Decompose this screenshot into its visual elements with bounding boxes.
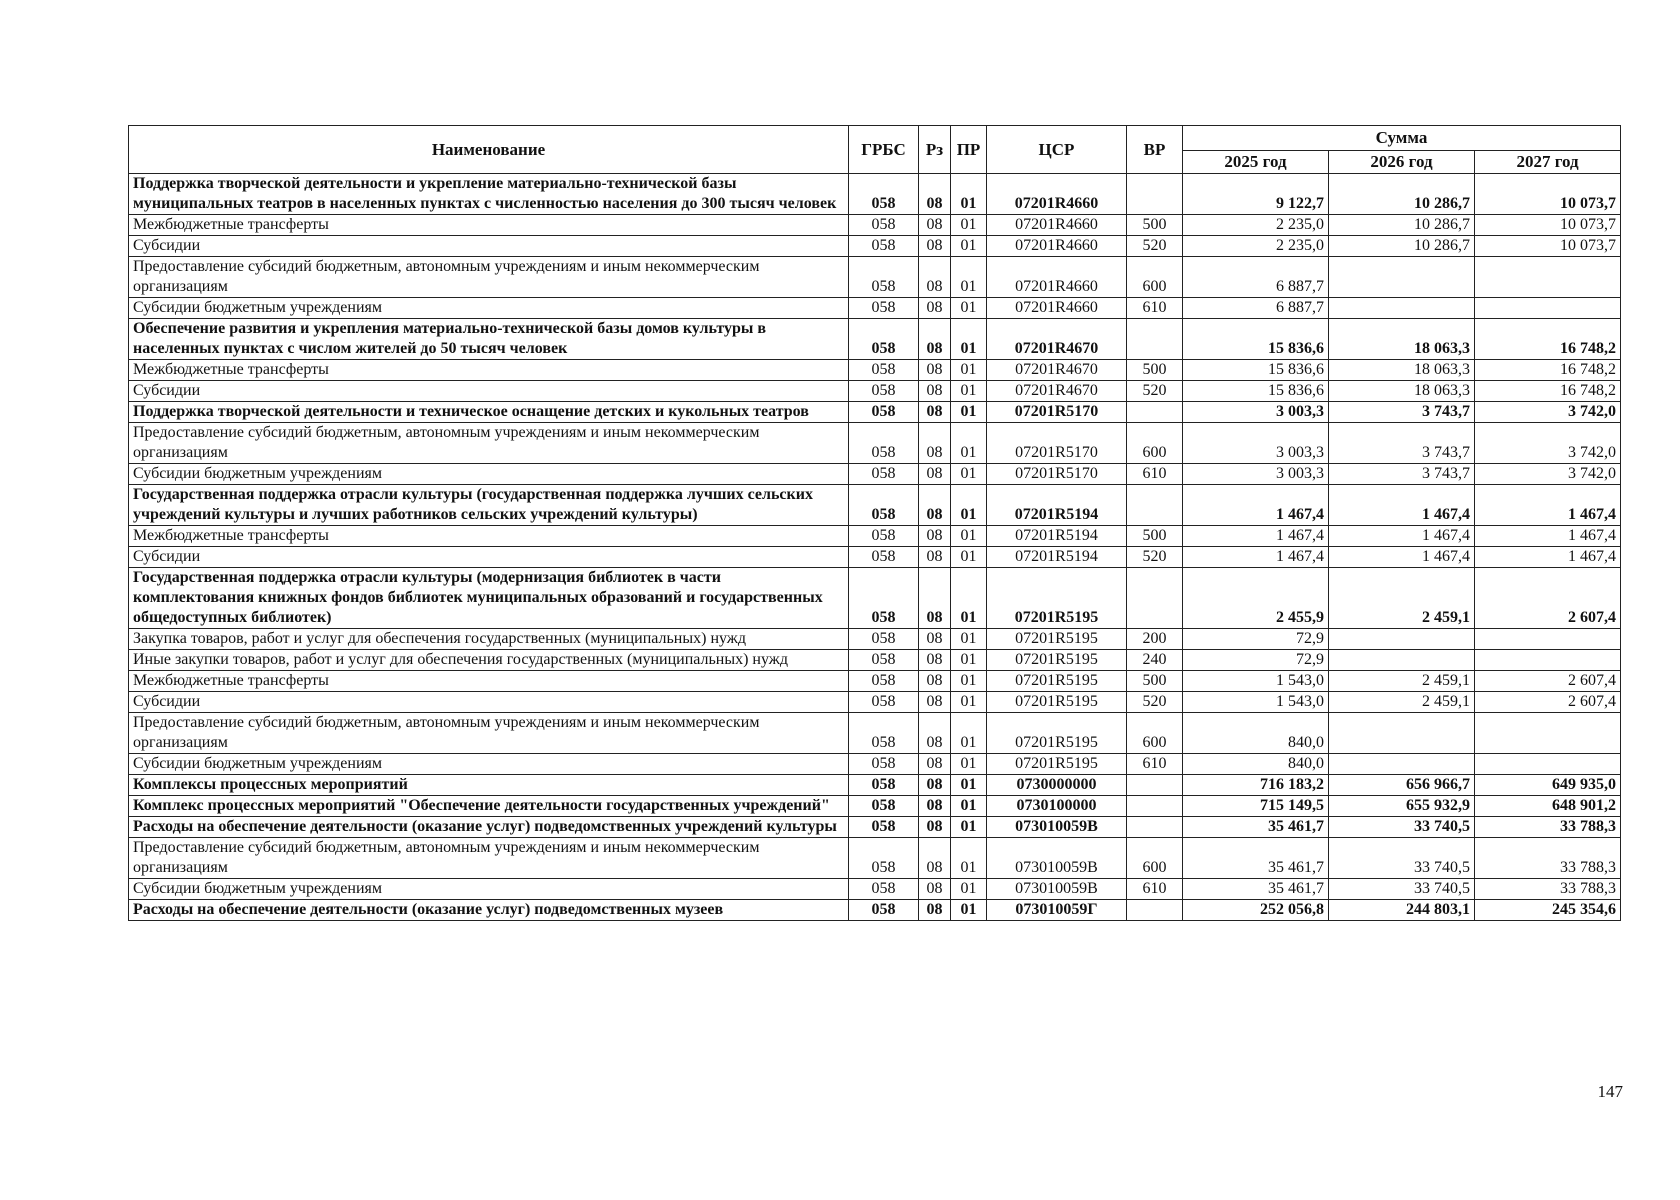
cell-2025: 716 183,2	[1183, 775, 1329, 796]
cell-2025: 840,0	[1183, 713, 1329, 754]
cell-2027: 33 788,3	[1475, 879, 1621, 900]
cell-grbs: 058	[849, 629, 919, 650]
cell-rz: 08	[919, 319, 951, 360]
cell-rz: 08	[919, 485, 951, 526]
cell-pr: 01	[951, 360, 987, 381]
table-row	[129, 775, 1621, 796]
cell-2027: 2 607,4	[1475, 568, 1621, 629]
cell-2026: 1 467,4	[1329, 547, 1475, 568]
cell-rz: 08	[919, 298, 951, 319]
cell-2027: 33 788,3	[1475, 817, 1621, 838]
cell-vr: 610	[1127, 754, 1183, 775]
cell-rz: 08	[919, 568, 951, 629]
cell-2026	[1329, 629, 1475, 650]
cell-vr	[1127, 319, 1183, 360]
cell-2025: 72,9	[1183, 629, 1329, 650]
cell-grbs: 058	[849, 360, 919, 381]
cell-rz: 08	[919, 360, 951, 381]
cell-pr: 01	[951, 381, 987, 402]
cell-csr: 07201R4660	[987, 236, 1127, 257]
table-row	[129, 713, 1621, 754]
cell-2027: 16 748,2	[1475, 381, 1621, 402]
cell-csr: 0730100000	[987, 796, 1127, 817]
cell-2025: 252 056,8	[1183, 900, 1329, 921]
col-header-2027: 2027 год	[1475, 151, 1621, 174]
cell-name: Субсидии бюджетным учреждениям	[129, 464, 849, 485]
cell-2026: 33 740,5	[1329, 838, 1475, 879]
cell-grbs: 058	[849, 775, 919, 796]
cell-name: Поддержка творческой деятельности и укрепление материально-технической базы муниципальных театров в населенных пунктах с численностью населения до 300 тысяч человек	[129, 174, 849, 215]
cell-2026: 1 467,4	[1329, 526, 1475, 547]
cell-2025: 9 122,7	[1183, 174, 1329, 215]
cell-2026: 10 286,7	[1329, 215, 1475, 236]
cell-rz: 08	[919, 671, 951, 692]
cell-2027	[1475, 257, 1621, 298]
table-row	[129, 402, 1621, 423]
cell-vr	[1127, 900, 1183, 921]
cell-vr: 610	[1127, 298, 1183, 319]
cell-vr: 520	[1127, 692, 1183, 713]
cell-pr: 01	[951, 547, 987, 568]
cell-name: Субсидии	[129, 547, 849, 568]
cell-vr: 610	[1127, 879, 1183, 900]
cell-grbs: 058	[849, 692, 919, 713]
cell-2027	[1475, 713, 1621, 754]
cell-grbs: 058	[849, 319, 919, 360]
cell-grbs: 058	[849, 713, 919, 754]
table-row	[129, 319, 1621, 360]
cell-csr: 073010059В	[987, 838, 1127, 879]
cell-name: Предоставление субсидий бюджетным, автономным учреждениям и иным некоммерческим организациям	[129, 713, 849, 754]
cell-pr: 01	[951, 464, 987, 485]
table-row	[129, 879, 1621, 900]
cell-2026: 2 459,1	[1329, 568, 1475, 629]
cell-csr: 07201R5195	[987, 754, 1127, 775]
cell-vr: 600	[1127, 423, 1183, 464]
col-header-vr: ВР	[1127, 126, 1183, 174]
cell-2027: 10 073,7	[1475, 215, 1621, 236]
cell-grbs: 058	[849, 423, 919, 464]
cell-2026	[1329, 650, 1475, 671]
cell-rz: 08	[919, 754, 951, 775]
table-row	[129, 838, 1621, 879]
cell-csr: 07201R5170	[987, 464, 1127, 485]
cell-2026: 18 063,3	[1329, 319, 1475, 360]
cell-name: Государственная поддержка отрасли культуры (государственная поддержка лучших сельских учреждений культуры и лучших работников сельских учреждений культуры)	[129, 485, 849, 526]
cell-csr: 07201R5195	[987, 692, 1127, 713]
cell-pr: 01	[951, 298, 987, 319]
cell-2025: 2 235,0	[1183, 236, 1329, 257]
cell-name: Обеспечение развития и укрепления материально-технической базы домов культуры в населенных пунктах с числом жителей до 50 тысяч человек	[129, 319, 849, 360]
col-header-2025: 2025 год	[1183, 151, 1329, 174]
cell-2026: 18 063,3	[1329, 381, 1475, 402]
cell-vr	[1127, 796, 1183, 817]
cell-vr: 520	[1127, 381, 1183, 402]
cell-grbs: 058	[849, 485, 919, 526]
cell-2025: 3 003,3	[1183, 423, 1329, 464]
cell-pr: 01	[951, 319, 987, 360]
cell-vr: 500	[1127, 671, 1183, 692]
table-row	[129, 236, 1621, 257]
cell-pr: 01	[951, 692, 987, 713]
cell-grbs: 058	[849, 879, 919, 900]
cell-2027	[1475, 754, 1621, 775]
cell-rz: 08	[919, 381, 951, 402]
cell-2025: 1 543,0	[1183, 671, 1329, 692]
cell-2025: 35 461,7	[1183, 817, 1329, 838]
cell-csr: 07201R4670	[987, 360, 1127, 381]
cell-2026: 10 286,7	[1329, 236, 1475, 257]
table-row	[129, 174, 1621, 215]
cell-grbs: 058	[849, 236, 919, 257]
cell-vr: 500	[1127, 360, 1183, 381]
cell-vr: 520	[1127, 236, 1183, 257]
cell-grbs: 058	[849, 900, 919, 921]
cell-csr: 073010059В	[987, 817, 1127, 838]
cell-grbs: 058	[849, 402, 919, 423]
cell-2026	[1329, 298, 1475, 319]
cell-2026: 10 286,7	[1329, 174, 1475, 215]
cell-name: Предоставление субсидий бюджетным, автономным учреждениям и иным некоммерческим организациям	[129, 257, 849, 298]
cell-csr: 07201R4660	[987, 174, 1127, 215]
cell-2027: 10 073,7	[1475, 174, 1621, 215]
cell-rz: 08	[919, 423, 951, 464]
cell-vr: 500	[1127, 215, 1183, 236]
cell-2025: 72,9	[1183, 650, 1329, 671]
cell-grbs: 058	[849, 796, 919, 817]
cell-name: Межбюджетные трансферты	[129, 360, 849, 381]
cell-2025: 715 149,5	[1183, 796, 1329, 817]
cell-csr: 07201R5195	[987, 629, 1127, 650]
cell-2026	[1329, 713, 1475, 754]
cell-pr: 01	[951, 236, 987, 257]
cell-rz: 08	[919, 402, 951, 423]
cell-pr: 01	[951, 671, 987, 692]
table-row	[129, 526, 1621, 547]
cell-vr	[1127, 568, 1183, 629]
cell-2026: 656 966,7	[1329, 775, 1475, 796]
cell-2026: 33 740,5	[1329, 817, 1475, 838]
cell-vr: 600	[1127, 713, 1183, 754]
cell-rz: 08	[919, 838, 951, 879]
cell-pr: 01	[951, 485, 987, 526]
table-row	[129, 568, 1621, 629]
col-header-rz: Рз	[919, 126, 951, 174]
cell-rz: 08	[919, 650, 951, 671]
cell-2025: 840,0	[1183, 754, 1329, 775]
cell-pr: 01	[951, 817, 987, 838]
cell-rz: 08	[919, 174, 951, 215]
cell-csr: 07201R4670	[987, 319, 1127, 360]
cell-pr: 01	[951, 838, 987, 879]
col-header-2026: 2026 год	[1329, 151, 1475, 174]
cell-2025: 35 461,7	[1183, 879, 1329, 900]
col-header-name: Наименование	[129, 126, 849, 174]
cell-vr: 600	[1127, 257, 1183, 298]
cell-rz: 08	[919, 629, 951, 650]
cell-pr: 01	[951, 900, 987, 921]
cell-vr: 520	[1127, 547, 1183, 568]
cell-2027: 3 742,0	[1475, 402, 1621, 423]
cell-2027: 3 742,0	[1475, 464, 1621, 485]
cell-2026	[1329, 754, 1475, 775]
cell-2026	[1329, 257, 1475, 298]
cell-pr: 01	[951, 215, 987, 236]
table-row	[129, 381, 1621, 402]
cell-rz: 08	[919, 236, 951, 257]
table-row	[129, 485, 1621, 526]
cell-pr: 01	[951, 713, 987, 754]
cell-pr: 01	[951, 796, 987, 817]
cell-name: Закупка товаров, работ и услуг для обеспечения государственных (муниципальных) нужд	[129, 629, 849, 650]
cell-grbs: 058	[849, 650, 919, 671]
cell-grbs: 058	[849, 754, 919, 775]
cell-vr	[1127, 485, 1183, 526]
cell-2026: 244 803,1	[1329, 900, 1475, 921]
cell-2027: 1 467,4	[1475, 526, 1621, 547]
cell-pr: 01	[951, 754, 987, 775]
cell-vr: 600	[1127, 838, 1183, 879]
cell-csr: 07201R5170	[987, 402, 1127, 423]
cell-name: Субсидии	[129, 692, 849, 713]
cell-2026: 1 467,4	[1329, 485, 1475, 526]
cell-name: Межбюджетные трансферты	[129, 671, 849, 692]
cell-2025: 35 461,7	[1183, 838, 1329, 879]
cell-csr: 073010059Г	[987, 900, 1127, 921]
cell-pr: 01	[951, 629, 987, 650]
cell-grbs: 058	[849, 174, 919, 215]
cell-2027: 2 607,4	[1475, 671, 1621, 692]
cell-2027: 648 901,2	[1475, 796, 1621, 817]
cell-vr: 200	[1127, 629, 1183, 650]
cell-grbs: 058	[849, 381, 919, 402]
table-row	[129, 650, 1621, 671]
cell-2027: 3 742,0	[1475, 423, 1621, 464]
cell-2027: 1 467,4	[1475, 547, 1621, 568]
cell-grbs: 058	[849, 817, 919, 838]
cell-csr: 07201R5195	[987, 650, 1127, 671]
cell-2027: 649 935,0	[1475, 775, 1621, 796]
cell-name: Субсидии	[129, 381, 849, 402]
table-row	[129, 547, 1621, 568]
cell-2027	[1475, 650, 1621, 671]
table-row	[129, 796, 1621, 817]
cell-2025: 15 836,6	[1183, 360, 1329, 381]
cell-rz: 08	[919, 796, 951, 817]
cell-2027: 245 354,6	[1475, 900, 1621, 921]
cell-name: Поддержка творческой деятельности и техническое оснащение детских и кукольных театров	[129, 402, 849, 423]
cell-2027: 16 748,2	[1475, 360, 1621, 381]
cell-2025: 3 003,3	[1183, 464, 1329, 485]
cell-name: Субсидии бюджетным учреждениям	[129, 879, 849, 900]
cell-name: Иные закупки товаров, работ и услуг для обеспечения государственных (муниципальных) нужд	[129, 650, 849, 671]
cell-csr: 07201R5195	[987, 568, 1127, 629]
cell-rz: 08	[919, 692, 951, 713]
cell-2025: 2 235,0	[1183, 215, 1329, 236]
cell-name: Субсидии бюджетным учреждениям	[129, 298, 849, 319]
cell-name: Комплексы процессных мероприятий	[129, 775, 849, 796]
cell-grbs: 058	[849, 671, 919, 692]
cell-csr: 07201R4660	[987, 298, 1127, 319]
cell-vr	[1127, 775, 1183, 796]
cell-rz: 08	[919, 526, 951, 547]
cell-rz: 08	[919, 464, 951, 485]
table-row	[129, 692, 1621, 713]
cell-name: Субсидии бюджетным учреждениям	[129, 754, 849, 775]
cell-pr: 01	[951, 257, 987, 298]
cell-2025: 1 467,4	[1183, 526, 1329, 547]
cell-pr: 01	[951, 174, 987, 215]
cell-2026: 2 459,1	[1329, 692, 1475, 713]
cell-pr: 01	[951, 775, 987, 796]
cell-rz: 08	[919, 900, 951, 921]
cell-rz: 08	[919, 547, 951, 568]
cell-csr: 073010059В	[987, 879, 1127, 900]
cell-name: Межбюджетные трансферты	[129, 526, 849, 547]
cell-grbs: 058	[849, 526, 919, 547]
cell-pr: 01	[951, 650, 987, 671]
cell-2026: 655 932,9	[1329, 796, 1475, 817]
header-row	[129, 126, 1621, 151]
cell-grbs: 058	[849, 464, 919, 485]
cell-pr: 01	[951, 423, 987, 464]
cell-2025: 3 003,3	[1183, 402, 1329, 423]
cell-rz: 08	[919, 713, 951, 754]
table-body	[129, 174, 1621, 921]
cell-rz: 08	[919, 817, 951, 838]
table-row	[129, 360, 1621, 381]
table-row	[129, 257, 1621, 298]
cell-2026: 3 743,7	[1329, 402, 1475, 423]
cell-name: Комплекс процессных мероприятий "Обеспечение деятельности государственных учреждений"	[129, 796, 849, 817]
cell-pr: 01	[951, 402, 987, 423]
cell-2026: 33 740,5	[1329, 879, 1475, 900]
table-row	[129, 464, 1621, 485]
cell-csr: 07201R4670	[987, 381, 1127, 402]
cell-vr	[1127, 174, 1183, 215]
cell-grbs: 058	[849, 838, 919, 879]
cell-2025: 6 887,7	[1183, 257, 1329, 298]
cell-name: Государственная поддержка отрасли культуры (модернизация библиотек в части комплектования книжных фондов библиотек муниципальных образований и государственных общедоступных библиотек)	[129, 568, 849, 629]
table-row	[129, 900, 1621, 921]
cell-vr: 240	[1127, 650, 1183, 671]
cell-2026: 3 743,7	[1329, 464, 1475, 485]
cell-grbs: 058	[849, 298, 919, 319]
cell-vr: 610	[1127, 464, 1183, 485]
cell-rz: 08	[919, 775, 951, 796]
page-number: 147	[1597, 1082, 1623, 1101]
cell-2026: 18 063,3	[1329, 360, 1475, 381]
table-row	[129, 671, 1621, 692]
col-header-pr: ПР	[951, 126, 987, 174]
cell-pr: 01	[951, 526, 987, 547]
cell-2025: 15 836,6	[1183, 319, 1329, 360]
cell-rz: 08	[919, 257, 951, 298]
cell-2025: 6 887,7	[1183, 298, 1329, 319]
col-header-csr: ЦСР	[987, 126, 1127, 174]
col-header-grbs: ГРБС	[849, 126, 919, 174]
cell-csr: 07201R4660	[987, 215, 1127, 236]
table-row	[129, 754, 1621, 775]
cell-csr: 07201R5170	[987, 423, 1127, 464]
cell-2025: 1 543,0	[1183, 692, 1329, 713]
cell-2027: 2 607,4	[1475, 692, 1621, 713]
table-row	[129, 629, 1621, 650]
cell-name: Расходы на обеспечение деятельности (оказание услуг) подведомственных музеев	[129, 900, 849, 921]
cell-csr: 07201R5194	[987, 485, 1127, 526]
cell-rz: 08	[919, 215, 951, 236]
cell-grbs: 058	[849, 257, 919, 298]
cell-csr: 07201R5195	[987, 713, 1127, 754]
table-row	[129, 817, 1621, 838]
cell-name: Субсидии	[129, 236, 849, 257]
cell-vr: 500	[1127, 526, 1183, 547]
cell-2025: 1 467,4	[1183, 485, 1329, 526]
table-row	[129, 423, 1621, 464]
cell-2025: 1 467,4	[1183, 547, 1329, 568]
cell-name: Межбюджетные трансферты	[129, 215, 849, 236]
cell-name: Предоставление субсидий бюджетным, автономным учреждениям и иным некоммерческим организациям	[129, 838, 849, 879]
cell-vr	[1127, 817, 1183, 838]
cell-rz: 08	[919, 879, 951, 900]
cell-2027: 16 748,2	[1475, 319, 1621, 360]
cell-grbs: 058	[849, 547, 919, 568]
cell-csr: 0730000000	[987, 775, 1127, 796]
cell-pr: 01	[951, 879, 987, 900]
cell-csr: 07201R5195	[987, 671, 1127, 692]
cell-2025: 2 455,9	[1183, 568, 1329, 629]
cell-2026: 2 459,1	[1329, 671, 1475, 692]
cell-csr: 07201R5194	[987, 547, 1127, 568]
budget-table	[128, 125, 1621, 921]
cell-name: Предоставление субсидий бюджетным, автономным учреждениям и иным некоммерческим организациям	[129, 423, 849, 464]
cell-2027	[1475, 298, 1621, 319]
col-header-sum: Сумма	[1183, 126, 1621, 151]
cell-csr: 07201R4660	[987, 257, 1127, 298]
cell-2027: 10 073,7	[1475, 236, 1621, 257]
cell-name: Расходы на обеспечение деятельности (оказание услуг) подведомственных учреждений культуры	[129, 817, 849, 838]
cell-grbs: 058	[849, 568, 919, 629]
table-row	[129, 215, 1621, 236]
cell-2025: 15 836,6	[1183, 381, 1329, 402]
cell-2027	[1475, 629, 1621, 650]
cell-grbs: 058	[849, 215, 919, 236]
cell-2027: 1 467,4	[1475, 485, 1621, 526]
cell-2026: 3 743,7	[1329, 423, 1475, 464]
cell-pr: 01	[951, 568, 987, 629]
cell-vr	[1127, 402, 1183, 423]
cell-csr: 07201R5194	[987, 526, 1127, 547]
cell-2027: 33 788,3	[1475, 838, 1621, 879]
table-row	[129, 298, 1621, 319]
